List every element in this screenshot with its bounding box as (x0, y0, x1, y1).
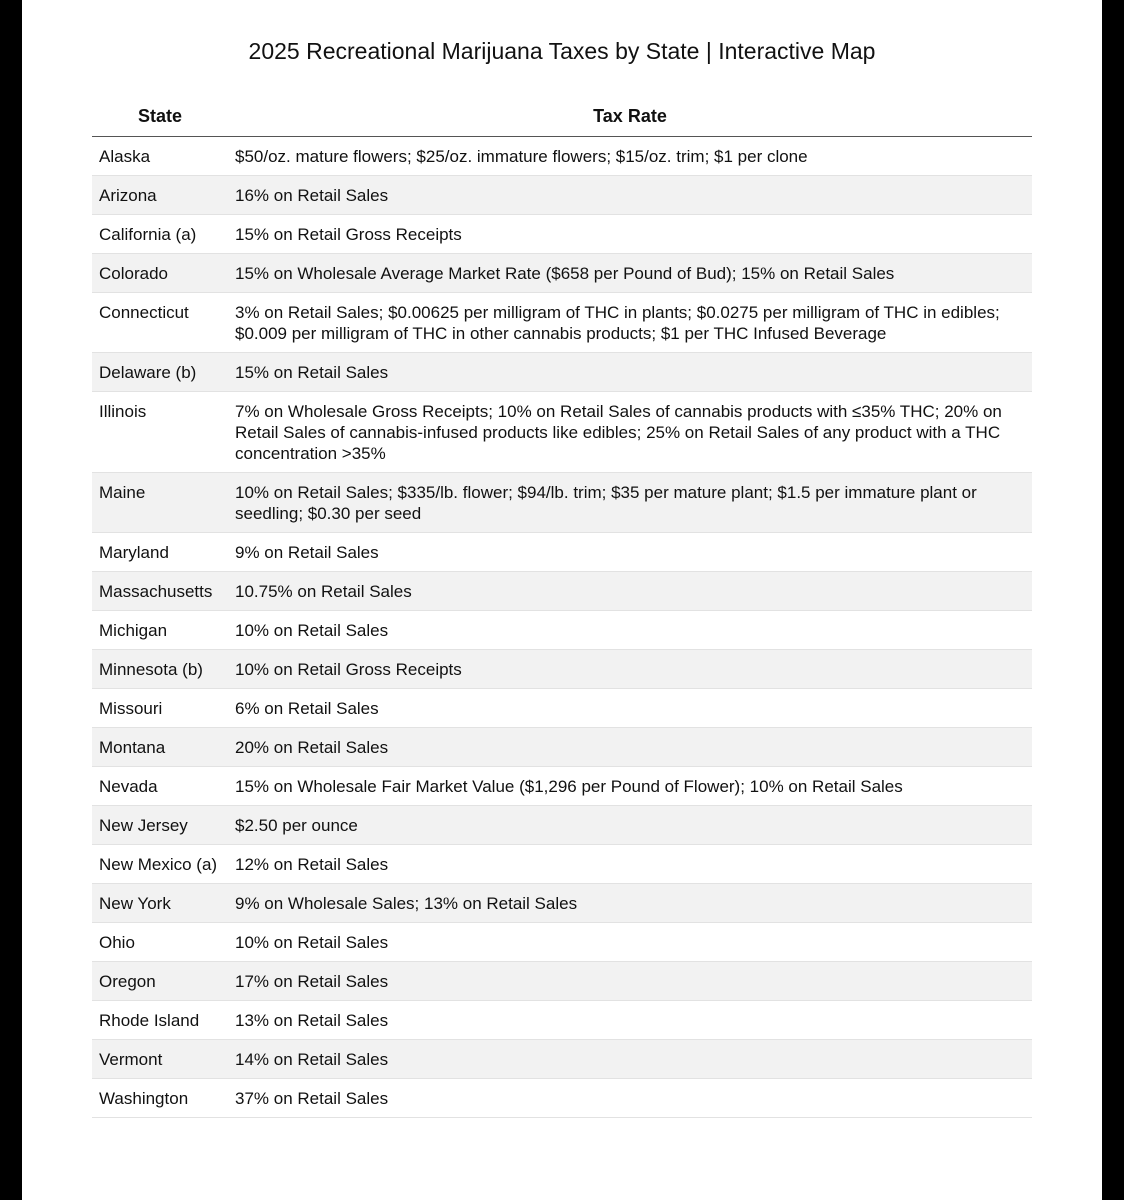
state-cell: Minnesota (b) (92, 650, 228, 689)
state-cell: Nevada (92, 767, 228, 806)
state-cell: Maine (92, 473, 228, 533)
table-row (92, 215, 1032, 254)
table-row (92, 353, 1032, 392)
table-row (92, 689, 1032, 728)
table-row (92, 962, 1032, 1001)
document-page (22, 0, 1102, 1200)
tax-rate-cell: 20% on Retail Sales (228, 728, 1032, 767)
tax-rate-cell: 16% on Retail Sales (228, 176, 1032, 215)
tax-rate-cell: 13% on Retail Sales (228, 1001, 1032, 1040)
tax-rate-cell: 15% on Wholesale Average Market Rate ($658 per Pound of Bud); 15% on Retail Sales (228, 254, 1032, 293)
tax-rate-cell: 15% on Wholesale Fair Market Value ($1,296 per Pound of Flower); 10% on Retail Sales (228, 767, 1032, 806)
tax-rate-cell: 10% on Retail Gross Receipts (228, 650, 1032, 689)
tax-rate-cell: 12% on Retail Sales (228, 845, 1032, 884)
state-cell: Delaware (b) (92, 353, 228, 392)
table-row (92, 1001, 1032, 1040)
tax-rate-cell: 10% on Retail Sales; $335/lb. flower; $94/lb. trim; $35 per mature plant; $1.5 per immature plant or seedling; $0.30 per seed (228, 473, 1032, 533)
page-title: 2025 Recreational Marijuana Taxes by State | Interactive Map (248, 38, 876, 64)
table-row (92, 572, 1032, 611)
state-cell: Montana (92, 728, 228, 767)
state-cell: Oregon (92, 962, 228, 1001)
tax-rate-cell: 37% on Retail Sales (228, 1079, 1032, 1118)
tax-rate-cell: 10.75% on Retail Sales (228, 572, 1032, 611)
table-row (92, 293, 1032, 353)
table-row (92, 611, 1032, 650)
state-cell: Connecticut (92, 293, 228, 353)
tax-rate-cell: 9% on Wholesale Sales; 13% on Retail Sales (228, 884, 1032, 923)
table-row (92, 254, 1032, 293)
table-body (92, 137, 1032, 1118)
tax-table (92, 98, 1032, 1118)
table-row (92, 176, 1032, 215)
state-cell: Missouri (92, 689, 228, 728)
state-cell: Michigan (92, 611, 228, 650)
tax-rate-cell: 15% on Retail Gross Receipts (228, 215, 1032, 254)
tax-rate-cell: $2.50 per ounce (228, 806, 1032, 845)
table-row (92, 806, 1032, 845)
tax-rate-cell: 9% on Retail Sales (228, 533, 1032, 572)
table-row (92, 392, 1032, 473)
table-row (92, 533, 1032, 572)
state-cell: Colorado (92, 254, 228, 293)
header-tax-rate: Tax Rate (228, 98, 1032, 137)
table-row (92, 1079, 1032, 1118)
table-row (92, 473, 1032, 533)
table-header-row (92, 98, 1032, 137)
tax-rate-cell: 3% on Retail Sales; $0.00625 per milligram of THC in plants; $0.0275 per milligram of THC in edibles; $0.009 per milligram of THC in other cannabis products; $1 per THC Infused Beverage (228, 293, 1032, 353)
state-cell: Illinois (92, 392, 228, 473)
tax-rate-cell: 15% on Retail Sales (228, 353, 1032, 392)
tax-rate-cell: $50/oz. mature flowers; $25/oz. immature flowers; $15/oz. trim; $1 per clone (228, 137, 1032, 176)
tax-rate-cell: 17% on Retail Sales (228, 962, 1032, 1001)
tax-rate-cell: 10% on Retail Sales (228, 611, 1032, 650)
state-cell: Maryland (92, 533, 228, 572)
state-cell: Massachusetts (92, 572, 228, 611)
tax-rate-cell: 6% on Retail Sales (228, 689, 1032, 728)
state-cell: Rhode Island (92, 1001, 228, 1040)
tax-rate-cell: 7% on Wholesale Gross Receipts; 10% on Retail Sales of cannabis products with ≤35% THC; 20% on Retail Sales of cannabis-infused products like edibles; 25% on Retail Sales of any product with a THC concentration >35% (228, 392, 1032, 473)
tax-rate-cell: 14% on Retail Sales (228, 1040, 1032, 1079)
table-row (92, 137, 1032, 176)
table-row (92, 1040, 1032, 1079)
table-row (92, 650, 1032, 689)
table-row (92, 884, 1032, 923)
header-state: State (92, 98, 228, 137)
state-cell: New York (92, 884, 228, 923)
state-cell: New Mexico (a) (92, 845, 228, 884)
tax-rate-cell: 10% on Retail Sales (228, 923, 1032, 962)
state-cell: Arizona (92, 176, 228, 215)
state-cell: New Jersey (92, 806, 228, 845)
table-row (92, 923, 1032, 962)
state-cell: California (a) (92, 215, 228, 254)
table-row (92, 845, 1032, 884)
state-cell: Vermont (92, 1040, 228, 1079)
state-cell: Washington (92, 1079, 228, 1118)
table-row (92, 767, 1032, 806)
state-cell: Alaska (92, 137, 228, 176)
table-row (92, 728, 1032, 767)
state-cell: Ohio (92, 923, 228, 962)
